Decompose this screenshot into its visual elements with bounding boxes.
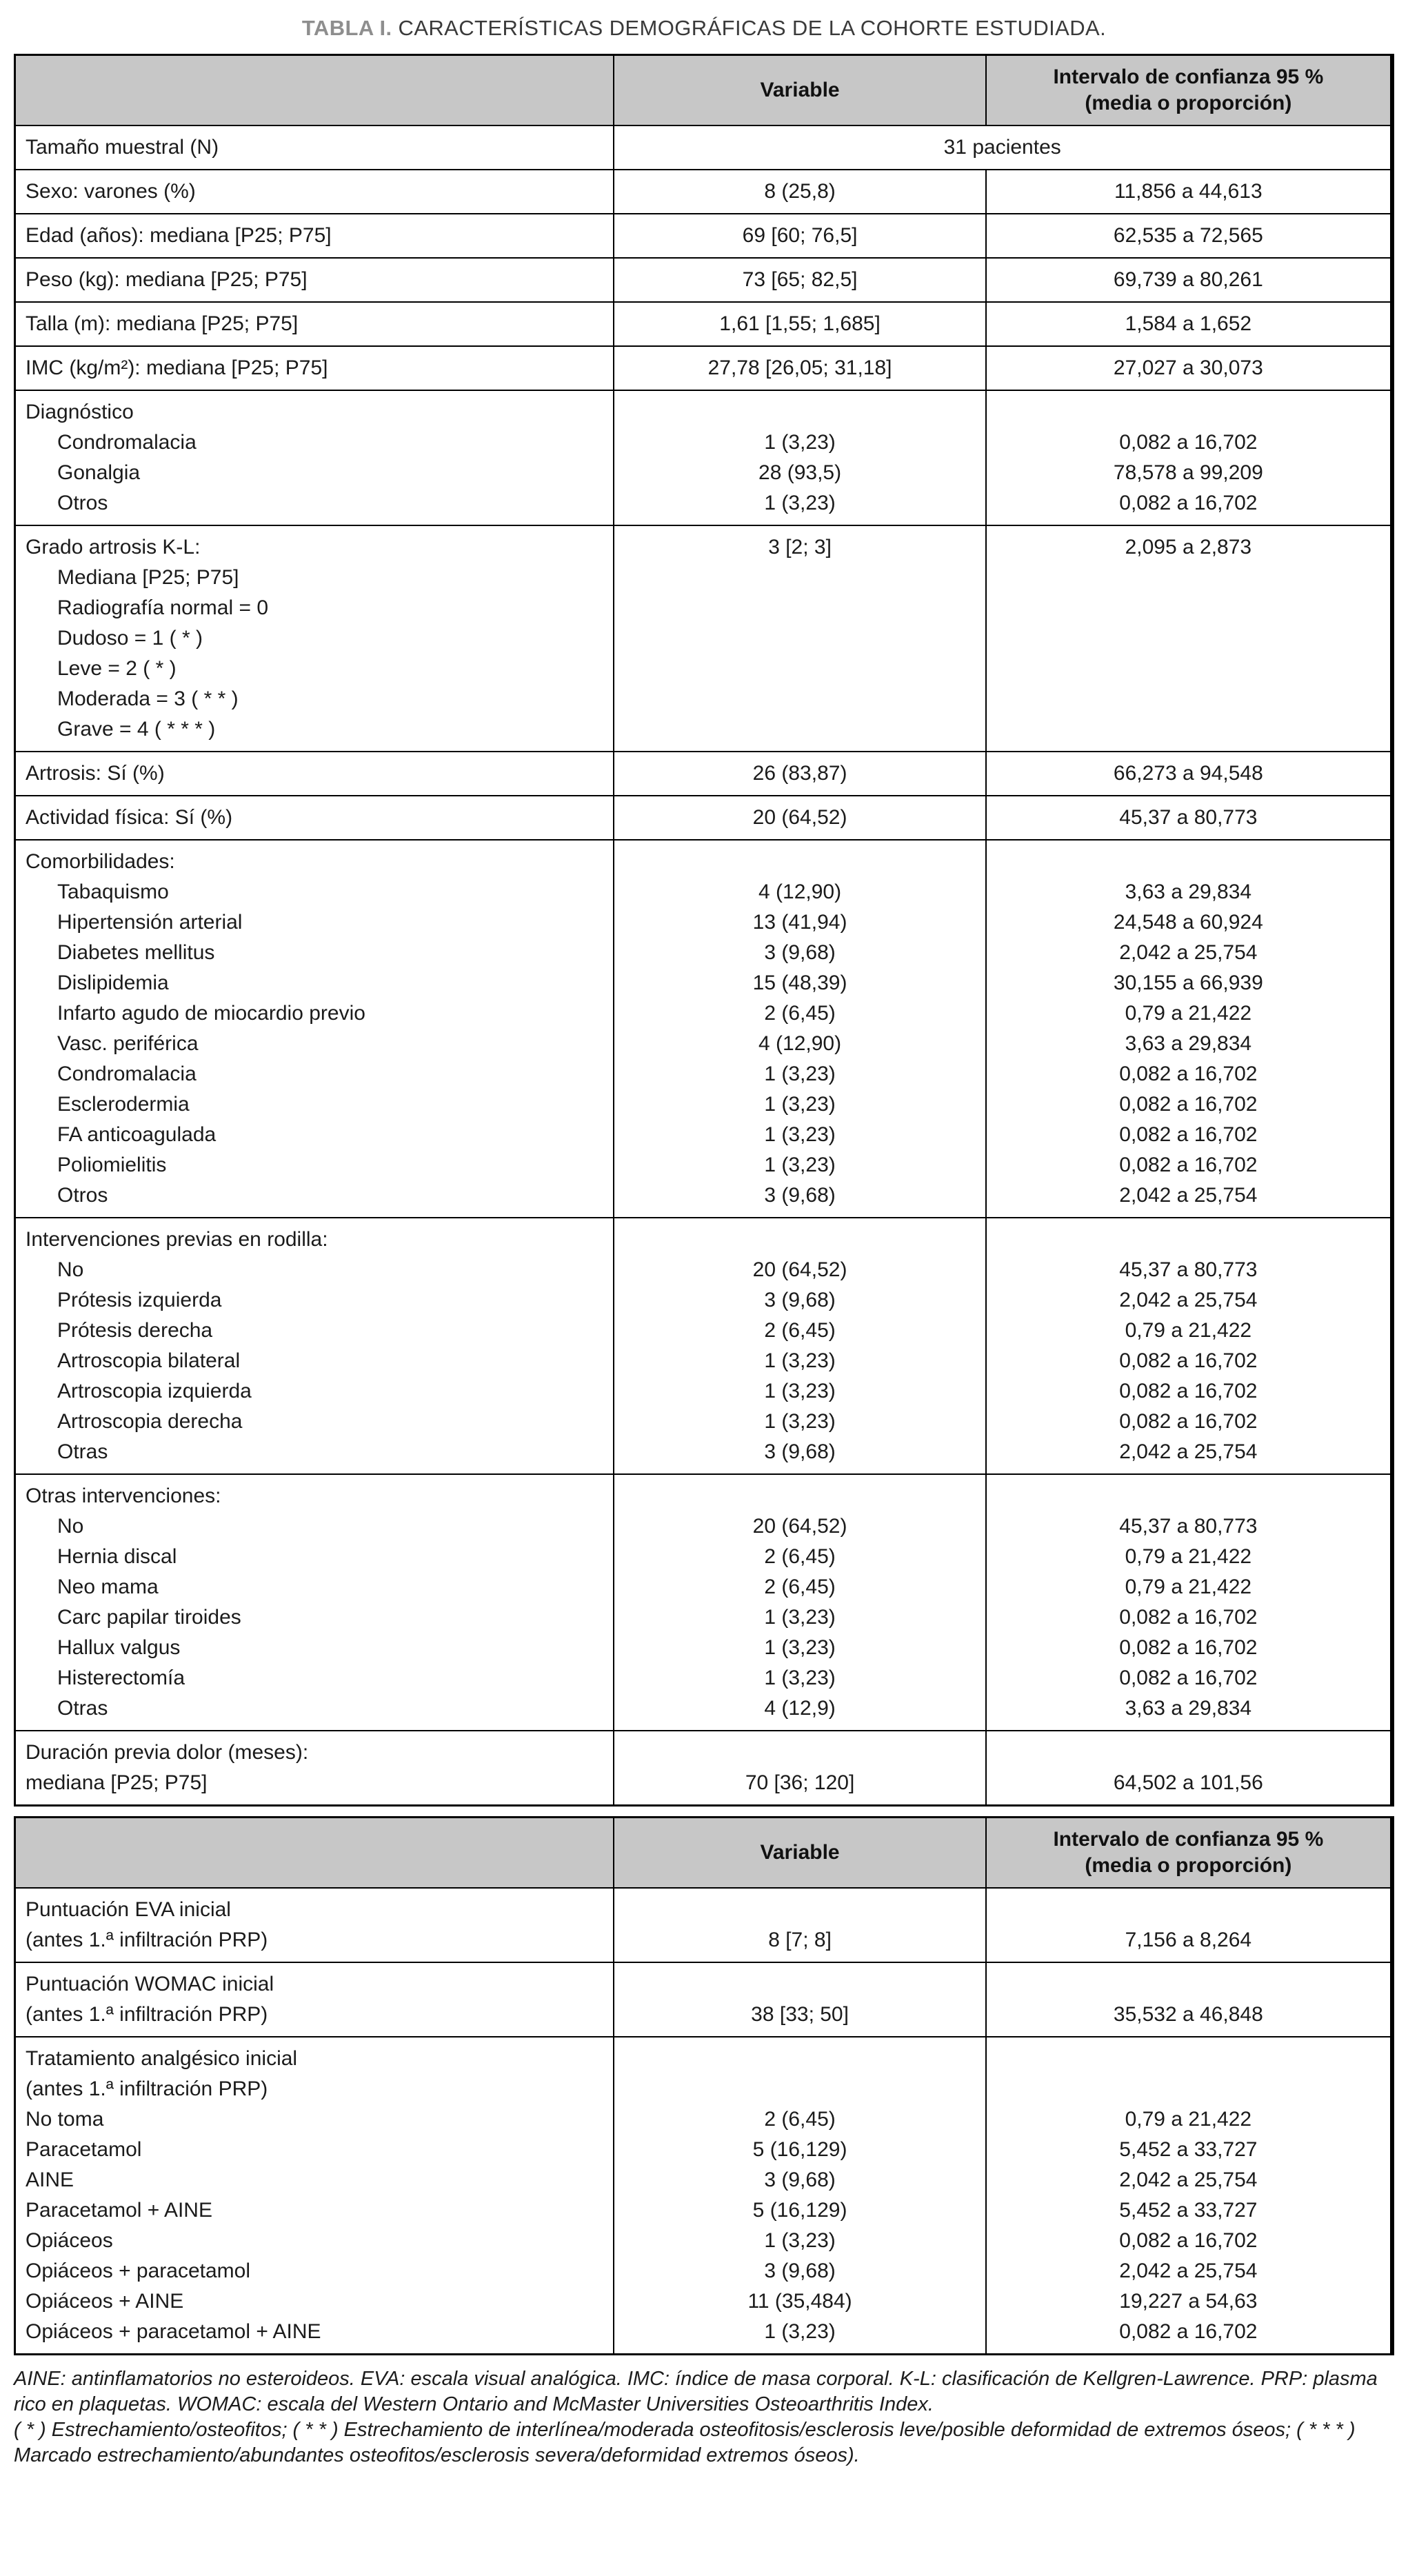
table-title <box>14 14 1394 43</box>
row-label: (antes 1.ª infiltración PRP) <box>26 2003 268 2026</box>
row-ci <box>996 684 1380 714</box>
values-cell <box>614 346 985 390</box>
row-value <box>624 654 975 684</box>
row-ci: 35,532 a 46,848 <box>1113 2003 1263 2026</box>
header-empty-cell <box>15 1818 614 1889</box>
row-ci <box>996 654 1380 684</box>
row-label: Dislipidemia <box>57 972 169 994</box>
row-label: Diabetes mellitus <box>57 941 215 964</box>
row-value: 2 (6,45) <box>764 1545 836 1568</box>
row-ci: 2,042 a 25,754 <box>1119 1440 1258 1463</box>
labels-cell <box>15 1888 614 1962</box>
row-label: Prótesis izquierda <box>57 1289 222 1311</box>
header-row <box>15 55 1393 126</box>
ci-cell <box>986 390 1392 525</box>
row-label: Opiáceos + paracetamol + AINE <box>26 2320 321 2343</box>
row-label: Peso (kg): mediana [P25; P75] <box>26 268 308 291</box>
row-value: 11 (35,484) <box>747 2290 852 2313</box>
labels-cell <box>15 525 614 752</box>
values-cell <box>614 1888 985 1962</box>
row-label: No <box>57 1515 84 1538</box>
table-body <box>15 125 1393 1806</box>
ci-cell <box>986 1218 1392 1474</box>
row-value: 1 (3,23) <box>764 1636 836 1659</box>
row-value: 1 (3,23) <box>764 1123 836 1146</box>
row-label: Artroscopia izquierda <box>57 1380 252 1402</box>
row-label: Comorbilidades: <box>26 850 175 873</box>
row-ci <box>996 2074 1380 2104</box>
row-value: 8 [7; 8] <box>768 1929 832 1951</box>
values-cell <box>614 1962 985 2037</box>
row-value: 2 (6,45) <box>764 1002 836 1025</box>
row-label: Moderada = 3 ( * * ) <box>57 687 239 710</box>
row-label: Actividad física: Sí (%) <box>26 806 233 829</box>
row-value: 1,61 [1,55; 1,685] <box>719 312 881 335</box>
row-ci: 3,63 a 29,834 <box>1125 881 1252 903</box>
row-ci: 78,578 a 99,209 <box>1113 461 1263 484</box>
table1-table <box>14 54 1394 1807</box>
values-cell <box>614 302 985 346</box>
row-ci: 0,082 a 16,702 <box>1119 492 1258 514</box>
header-variable-label: Variable <box>614 55 985 126</box>
row-ci: 45,37 a 80,773 <box>1119 806 1258 829</box>
row-label: Opiáceos <box>26 2229 113 2252</box>
table-section <box>15 346 1393 390</box>
row-value <box>624 1969 975 2000</box>
table-section <box>15 840 1393 1218</box>
row-value: 20 (64,52) <box>752 1515 847 1538</box>
row-value: 1 (3,23) <box>764 431 836 454</box>
row-value <box>624 1738 975 1768</box>
row-label: Prótesis derecha <box>57 1319 213 1342</box>
row-value: 1 (3,23) <box>764 492 836 514</box>
row-ci: 69,739 a 80,261 <box>1113 268 1263 291</box>
row-ci: 0,79 a 21,422 <box>1125 2108 1252 2131</box>
row-ci: 0,082 a 16,702 <box>1119 1063 1258 1085</box>
row-value: 1 (3,23) <box>764 1063 836 1085</box>
row-label: Artroscopia derecha <box>57 1410 243 1433</box>
table-section <box>15 1731 1393 1806</box>
row-ci: 0,082 a 16,702 <box>1119 1349 1258 1372</box>
row-value: 4 (12,90) <box>758 1032 842 1055</box>
values-cell <box>614 170 985 214</box>
row-ci: 0,79 a 21,422 <box>1125 1319 1252 1342</box>
row-label: Otros <box>57 492 108 514</box>
row-ci <box>996 847 1380 877</box>
ci-cell <box>986 258 1392 302</box>
labels-cell <box>15 796 614 840</box>
table-section <box>15 125 1393 170</box>
row-label: mediana [P25; P75] <box>26 1771 208 1794</box>
header-ci-line2: (media o proporción) <box>1085 92 1292 114</box>
row-ci: 24,548 a 60,924 <box>1113 911 1263 934</box>
row-label: Intervenciones previas en rodilla: <box>26 1228 328 1251</box>
row-label: FA anticoagulada <box>57 1123 217 1146</box>
row-value: 20 (64,52) <box>752 1258 847 1281</box>
row-label: Esclerodermia <box>57 1093 190 1116</box>
row-value <box>624 847 975 877</box>
row-label: Duración previa dolor (meses): <box>26 1741 309 1764</box>
ci-cell <box>986 1962 1392 2037</box>
row-label: Poliomielitis <box>57 1154 167 1176</box>
header-ci-line2: (media o proporción) <box>1085 1854 1292 1877</box>
row-ci: 3,63 a 29,834 <box>1125 1697 1252 1720</box>
row-label: Vasc. periférica <box>57 1032 199 1055</box>
row-ci: 0,082 a 16,702 <box>1119 431 1258 454</box>
row-value: 73 [65; 82,5] <box>742 268 858 291</box>
row-ci: 64,502 a 101,56 <box>1113 1771 1263 1794</box>
row-label: Radiografía normal = 0 <box>57 596 269 619</box>
row-label: No <box>57 1258 84 1281</box>
row-ci: 45,37 a 80,773 <box>1119 1258 1258 1281</box>
values-cell <box>614 258 985 302</box>
row-value: 3 (9,68) <box>764 2169 836 2191</box>
row-label: Gonalgia <box>57 461 141 484</box>
row-label: Paracetamol + AINE <box>26 2199 212 2222</box>
row-ci: 30,155 a 66,939 <box>1113 972 1263 994</box>
row-value: 15 (48,39) <box>752 972 847 994</box>
values-cell <box>614 796 985 840</box>
values-cell <box>614 525 985 752</box>
row-ci: 0,082 a 16,702 <box>1119 1380 1258 1402</box>
row-value: 3 (9,68) <box>764 941 836 964</box>
row-value <box>624 714 975 745</box>
ci-cell <box>986 302 1392 346</box>
header-ci-line1: Intervalo de confianza 95 % <box>1053 1828 1324 1851</box>
table-section <box>15 1888 1393 1962</box>
row-value <box>624 684 975 714</box>
row-value: 3 [2; 3] <box>768 536 832 559</box>
row-ci <box>996 563 1380 593</box>
row-label: Opiáceos + AINE <box>26 2290 184 2313</box>
row-value <box>624 2074 975 2104</box>
values-cell <box>614 390 985 525</box>
row-label: Opiáceos + paracetamol <box>26 2260 251 2282</box>
row-value <box>624 593 975 623</box>
row-label: Grave = 4 ( * * * ) <box>57 718 216 741</box>
row-label: Otros <box>57 1184 108 1207</box>
row-label: Mediana [P25; P75] <box>57 566 239 589</box>
row-label: Infarto agudo de miocardio previo <box>57 1002 365 1025</box>
row-value: 31 pacientes <box>943 136 1061 159</box>
row-value: 69 [60; 76,5] <box>742 224 858 247</box>
row-ci: 0,082 a 16,702 <box>1119 1123 1258 1146</box>
row-label: AINE <box>26 2169 74 2191</box>
row-label: Tamaño muestral (N) <box>26 136 219 159</box>
row-label: Condromalacia <box>57 431 197 454</box>
row-ci: 0,79 a 21,422 <box>1125 1545 1252 1568</box>
header-ci-line1: Intervalo de confianza 95 % <box>1053 66 1324 88</box>
row-value: 2 (6,45) <box>764 1576 836 1598</box>
row-label: Artroscopia bilateral <box>57 1349 241 1372</box>
row-label: (antes 1.ª infiltración PRP) <box>26 1929 268 1951</box>
row-value-cell <box>614 125 1392 170</box>
row-ci: 0,082 a 16,702 <box>1119 1154 1258 1176</box>
values-cell <box>614 1731 985 1806</box>
row-label: Dudoso = 1 ( * ) <box>57 627 203 650</box>
row-ci: 0,082 a 16,702 <box>1119 2229 1258 2252</box>
row-label: Hallux valgus <box>57 1636 181 1659</box>
ci-cell <box>986 1888 1392 1962</box>
row-ci: 2,042 a 25,754 <box>1119 941 1258 964</box>
row-ci <box>996 1969 1380 2000</box>
row-value <box>624 1895 975 1925</box>
row-ci <box>996 1895 1380 1925</box>
row-ci: 3,63 a 29,834 <box>1125 1032 1252 1055</box>
labels-cell <box>15 390 614 525</box>
table-section <box>15 2037 1393 2355</box>
row-ci <box>996 1481 1380 1511</box>
values-cell <box>614 2037 985 2355</box>
table-section <box>15 752 1393 796</box>
row-value: 1 (3,23) <box>764 1410 836 1433</box>
row-value <box>624 563 975 593</box>
row-value: 1 (3,23) <box>764 1380 836 1402</box>
labels-cell <box>15 1962 614 2037</box>
row-label: Edad (años): mediana [P25; P75] <box>26 224 332 247</box>
labels-cell <box>15 1218 614 1474</box>
demographics-table-part2 <box>14 1816 1394 2355</box>
table-section <box>15 525 1393 752</box>
row-value: 3 (9,68) <box>764 1184 836 1207</box>
labels-cell <box>15 752 614 796</box>
row-label: Hernia discal <box>57 1545 177 1568</box>
labels-cell <box>15 1731 614 1806</box>
row-ci: 0,082 a 16,702 <box>1119 1410 1258 1433</box>
row-value <box>624 1481 975 1511</box>
row-label: Artrosis: Sí (%) <box>26 762 165 785</box>
footnote-abbreviations: AINE: antinflamatorios no esteroideos. EVA: escala visual analógica. IMC: índice de masa corporal. K-L: clasificación de Kellgren-Lawrence. PRP: plasma rico en plaquetas. WOMAC: escala del Western Ontario and McMaster Universities Osteoarthritis Index. <box>14 2368 1378 2415</box>
row-label: Hipertensión arterial <box>57 911 243 934</box>
row-ci <box>996 1738 1380 1768</box>
table-section <box>15 1474 1393 1731</box>
demographics-table-part1 <box>14 54 1394 1807</box>
row-value: 1 (3,23) <box>764 1093 836 1116</box>
row-ci <box>996 1225 1380 1255</box>
row-label: Tabaquismo <box>57 881 169 903</box>
row-value: 4 (12,90) <box>758 881 842 903</box>
ci-cell <box>986 2037 1392 2355</box>
labels-cell <box>15 1474 614 1731</box>
row-label: Diagnóstico <box>26 401 134 423</box>
row-label: No toma <box>26 2108 104 2131</box>
row-label: Talla (m): mediana [P25; P75] <box>26 312 299 335</box>
labels-cell <box>15 302 614 346</box>
table-caption: CARACTERÍSTICAS DEMOGRÁFICAS DE LA COHORTE ESTUDIADA. <box>392 16 1107 40</box>
row-ci <box>996 593 1380 623</box>
row-label-cell <box>15 125 614 170</box>
ci-cell <box>986 840 1392 1218</box>
row-ci: 2,042 a 25,754 <box>1119 1184 1258 1207</box>
row-value: 1 (3,23) <box>764 1349 836 1372</box>
labels-cell <box>15 170 614 214</box>
row-value: 2 (6,45) <box>764 2108 836 2131</box>
row-ci: 0,79 a 21,422 <box>1125 1576 1252 1598</box>
row-ci: 0,082 a 16,702 <box>1119 1093 1258 1116</box>
footnote-symbols: ( * ) Estrechamiento/osteofitos; ( * * ) Estrechamiento de interlínea/moderada osteofitosis/esclerosis leve/posible deformidad de extremos óseos; ( * * * ) Marcado estrechamiento/abundantes osteofitos/esclerosis severa/deformidad extremos óseos). <box>14 2419 1356 2466</box>
row-value: 1 (3,23) <box>764 1606 836 1629</box>
table-section <box>15 302 1393 346</box>
table-body <box>15 1888 1393 2355</box>
row-value <box>624 623 975 654</box>
header-ci-label <box>986 1818 1392 1889</box>
ci-cell <box>986 525 1392 752</box>
row-value: 8 (25,8) <box>764 180 836 203</box>
row-ci: 2,042 a 25,754 <box>1119 1289 1258 1311</box>
header-variable-label: Variable <box>614 1818 985 1889</box>
row-value: 5 (16,129) <box>752 2138 847 2161</box>
row-value <box>624 2044 975 2074</box>
row-ci <box>996 623 1380 654</box>
ci-cell <box>986 752 1392 796</box>
ci-cell <box>986 1474 1392 1731</box>
row-value <box>624 397 975 427</box>
ci-cell <box>986 170 1392 214</box>
values-cell <box>614 214 985 258</box>
table-section <box>15 258 1393 302</box>
header-empty-cell <box>15 55 614 126</box>
row-ci: 2,042 a 25,754 <box>1119 2169 1258 2191</box>
table-number: TABLA I. <box>301 16 392 40</box>
values-cell <box>614 1218 985 1474</box>
row-value: 4 (12,9) <box>764 1697 836 1720</box>
row-ci <box>996 397 1380 427</box>
row-label: Grado artrosis K-L: <box>26 536 201 559</box>
row-label: Neo mama <box>57 1576 159 1598</box>
row-ci: 45,37 a 80,773 <box>1119 1515 1258 1538</box>
row-ci <box>996 714 1380 745</box>
row-ci: 19,227 a 54,63 <box>1119 2290 1258 2313</box>
row-ci: 2,042 a 25,754 <box>1119 2260 1258 2282</box>
row-value: 3 (9,68) <box>764 2260 836 2282</box>
row-label: Histerectomía <box>57 1667 185 1689</box>
row-value: 1 (3,23) <box>764 1154 836 1176</box>
row-value: 1 (3,23) <box>764 1667 836 1689</box>
row-ci: 5,452 a 33,727 <box>1119 2199 1258 2222</box>
row-label: Condromalacia <box>57 1063 197 1085</box>
row-value: 13 (41,94) <box>752 911 847 934</box>
row-label: Sexo: varones (%) <box>26 180 196 203</box>
row-label: Puntuación WOMAC inicial <box>26 1973 274 1995</box>
header-row <box>15 1818 1393 1889</box>
row-ci: 1,584 a 1,652 <box>1125 312 1252 335</box>
row-label: (antes 1.ª infiltración PRP) <box>26 2077 268 2100</box>
row-value: 1 (3,23) <box>764 2229 836 2252</box>
row-label: Carc papilar tiroides <box>57 1606 241 1629</box>
row-label: IMC (kg/m²): mediana [P25; P75] <box>26 356 328 379</box>
row-ci: 7,156 a 8,264 <box>1125 1929 1252 1951</box>
table-section <box>15 1962 1393 2037</box>
row-value: 26 (83,87) <box>752 762 847 785</box>
table-section <box>15 796 1393 840</box>
ci-cell <box>986 796 1392 840</box>
labels-cell <box>15 214 614 258</box>
row-ci: 62,535 a 72,565 <box>1113 224 1263 247</box>
row-value: 1 (3,23) <box>764 2320 836 2343</box>
row-ci: 27,027 a 30,073 <box>1113 356 1263 379</box>
row-value: 27,78 [26,05; 31,18] <box>707 356 892 379</box>
row-ci <box>996 2044 1380 2074</box>
row-ci: 0,082 a 16,702 <box>1119 1667 1258 1689</box>
table-section <box>15 214 1393 258</box>
row-label: Otras <box>57 1697 108 1720</box>
row-label: Tratamiento analgésico inicial <box>26 2047 298 2070</box>
row-ci: 66,273 a 94,548 <box>1113 762 1263 785</box>
values-cell <box>614 752 985 796</box>
row-ci: 5,452 a 33,727 <box>1119 2138 1258 2161</box>
table-section <box>15 170 1393 214</box>
row-ci: 0,082 a 16,702 <box>1119 2320 1258 2343</box>
values-cell <box>614 1474 985 1731</box>
labels-cell <box>15 258 614 302</box>
row-value: 20 (64,52) <box>752 806 847 829</box>
labels-cell <box>15 840 614 1218</box>
values-cell <box>614 840 985 1218</box>
row-value: 2 (6,45) <box>764 1319 836 1342</box>
row-value: 3 (9,68) <box>764 1440 836 1463</box>
row-value: 70 [36; 120] <box>745 1771 855 1794</box>
table-head <box>15 1818 1393 1889</box>
header-ci-label <box>986 55 1392 126</box>
row-ci: 0,082 a 16,702 <box>1119 1636 1258 1659</box>
row-ci: 11,856 a 44,613 <box>1114 180 1263 203</box>
row-label: Otras intervenciones: <box>26 1485 221 1507</box>
ci-cell <box>986 214 1392 258</box>
row-label: Otras <box>57 1440 108 1463</box>
table2-table <box>14 1816 1394 2355</box>
ci-cell <box>986 1731 1392 1806</box>
row-value: 3 (9,68) <box>764 1289 836 1311</box>
row-label: Paracetamol <box>26 2138 142 2161</box>
table-head <box>15 55 1393 126</box>
labels-cell <box>15 346 614 390</box>
row-value: 5 (16,129) <box>752 2199 847 2222</box>
table-section <box>15 1218 1393 1474</box>
row-value: 28 (93,5) <box>758 461 842 484</box>
row-ci: 0,79 a 21,422 <box>1125 1002 1252 1025</box>
row-ci: 0,082 a 16,702 <box>1119 1606 1258 1629</box>
table-section <box>15 390 1393 525</box>
labels-cell <box>15 2037 614 2355</box>
row-value: 38 [33; 50] <box>751 2003 849 2026</box>
row-value <box>624 1225 975 1255</box>
footnotes <box>14 2366 1394 2468</box>
row-ci: 2,095 a 2,873 <box>1125 536 1252 559</box>
row-label: Puntuación EVA inicial <box>26 1898 231 1921</box>
row-label: Leve = 2 ( * ) <box>57 657 177 680</box>
ci-cell <box>986 346 1392 390</box>
